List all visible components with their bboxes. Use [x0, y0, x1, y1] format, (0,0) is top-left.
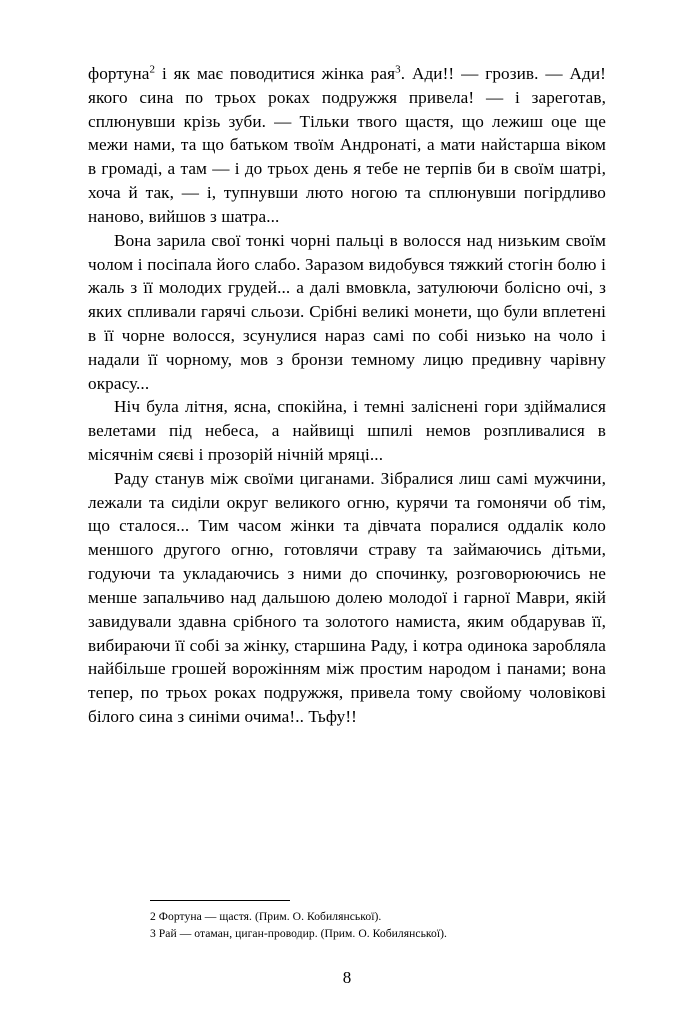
paragraph-4-text: Раду станув між своїми циганами. Зібралися лиш самі мужчини, лежали та сиділи округ великого огню, курячи та гомонячи об тім, що сталося... Тим часом жінки та дівчата поралися оддалік коло меншого другого огню, готовлячи страву та займаючись дітьми, годуючи та укладаючись з ними до спочинку, розговорюючись не менше запальчиво над дальшою долею молодої і гарної Маври, якій завидували здавна срібного та золотого намиста, яким обдарував її, вибираючи її собі за жінку, старшина Раду, і котра одинока заробляла найбільше грошей ворожінням між простим народом і панами; вона тепер, по трьох роках подружжя, привела тому свойому чоловікові білого сина з синіми очима!.. Тьфу!! — [88, 468, 606, 726]
footnote-item: 3 Рай — отаман, циган-проводир. (Прим. О. Кобилянської). — [150, 926, 447, 940]
paragraph-1 — [88, 62, 606, 229]
paragraph-2 — [88, 229, 606, 396]
page-number: 8 — [342, 968, 352, 987]
paragraph-3 — [88, 395, 606, 466]
footnote-separator — [150, 900, 290, 901]
footnote-marker: 2 — [149, 63, 156, 76]
paragraph-2-text: Вона зарила свої тонкі чорні пальці в волосся над низьким своїм чолом і посіпала його слабо. Заразом видобувся тяжкий стогін болю і жаль з її молодих грудей... а далі вмовкла, затулюючи болісно очі, з яких спливали гарячі сльози. Срібні великі монети, що були вплетені в її чорне волосся, зсунулися нараз самі по собі низько на чоло і надали її чорному, мов з бронзи темному лицю предивну чарівну окрасу... — [88, 230, 606, 393]
paragraph-3-text: Ніч була літня, ясна, спокійна, і темні заліснені гори здіймалися велетами під небеса, а найвищі шпилі немов розпливалися в місячнім сяєві і прозорій нічній мряці... — [88, 397, 606, 464]
footnote-marker: 3 — [395, 63, 401, 76]
footnote-item: 2 Фортуна — щастя. (Прим. О. Кобилянської). — [150, 910, 382, 923]
paragraph-4 — [88, 467, 606, 729]
body-text — [88, 62, 606, 729]
paragraph-1-text: фортуна$^2$ і як має поводитися жінка рая$^3$. Ади!! — грозив. — Ади! якого сина по трьох роках подружжя привела! — і зареготав, сплюнувши крізь зуби. — Тільки твого щастя, що лежиш оце ще межи нами, та що батьком твоїм Андронаті, а мати найстарша віком в громаді, а там — і до трьох день я тебе не терпів би в своїм шатрі, хоча й так, — і, тупнувши люто ногою та сплюнувши погірдливо наново, вийшов з шатра... — [88, 63, 606, 226]
footnote-area — [150, 900, 590, 943]
